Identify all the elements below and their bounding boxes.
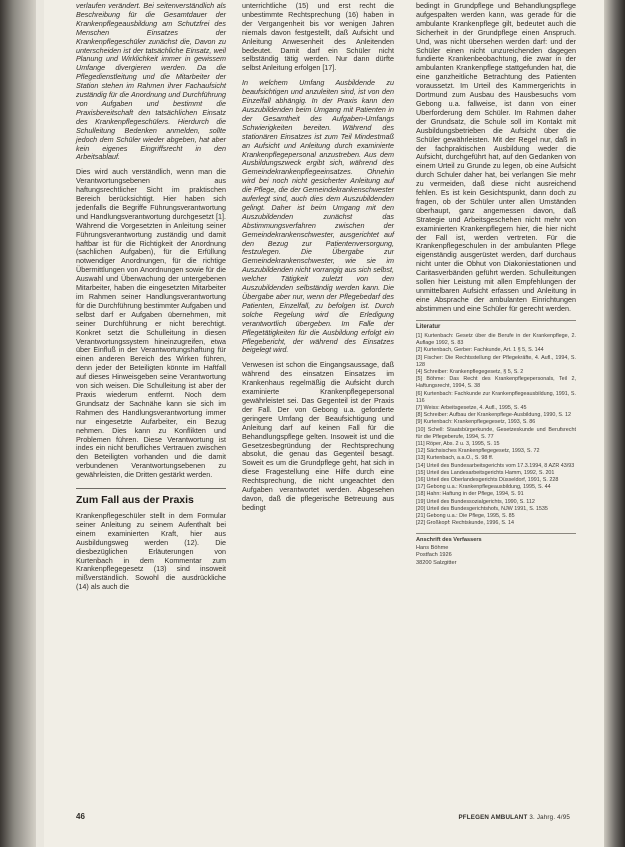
reference-item: [22] Großkopf: Rechtskunde, 1996, S. 14 <box>416 520 514 527</box>
reference-item: [15] Urteil des Landesarbeitsgerichts Hamm, 1992, S. 201 <box>416 469 555 476</box>
journal-name: PFLEGEN AMBULANT <box>458 814 528 821</box>
reference-item: [2] Kurtenbach, Gerber: Fachkunde, Art. 1 § 5, S. 144 <box>416 347 544 354</box>
reference-item: [3] Fischer: Die Rechtsstellung der Pflegekräfte, 4. Aufl., 1994, S. 128 <box>416 354 576 368</box>
reference-item: [5] Böhme: Das Recht des Krankenpflegepersonals, Teil 2, Haftungsrecht, 1994, S. 38 <box>416 376 576 390</box>
reference-item: [10] Schell: Staatsbürgerkunde, Gesetzeskunde und Berufsrecht für die Pflegeberufe, 1994, S. 77 <box>416 426 576 440</box>
quoted-passage: In welchem Umfang Ausbildende zu beaufsichtigen und anzuleiten sind, ist von den Einzelfall abhängig. In der Praxis kann den Auszubildenden beim Umgang mit Patienten in der Gesamtheit des Aufgaben-Umfangs Schwierigkeiten bereiten. Während des stationären Einsatzes ist zum Teil Mindestmaß an Aufsicht und Anleitung durch examinierte Krankenpflegepersonal anzustreben. Aus dem Ausbildungszweck ergibt sich, während des Gemeindekrankenpflegeeinsatzes. Ohnehin wird bei noch nicht gesicherter Anleitung auf die Pflege, die der Gemeindekrankenschwester auferlegt sind, auch dies dem Auszubildenden gelingt. Daher ist beim Umgang mit den Auszubildenden zunächst das Abstimmungsverfahren zwischen der Gemeindekrankenschwester, ausgerichtet auf den Bezug zur Patientenversorgung, festzulegen. Die Übergabe zur Gemeindekrankenschwester, wie sie im Auszubildenden nicht vorrangig aus sich selbst, welcher Tätigkeit zuletzt von den Auszubildenden selbständig werden kann. Die Übergabe aber nur, wenn der Pflegebedarf des Patienten, Einzelfall, zu befolgen ist. Durch solche Regelung wird die Erledigung verantwortlich übergeben. Im Falle der Pflegetätigkeiten für die Ausbildung erfolgt ein Pflegebericht, der während des Einsatzes beigelegt wird. <box>242 78 394 355</box>
reference-item: [9] Kurtenbach: Krankenpflegegesetz, 1993, S. 86 <box>416 419 536 426</box>
author-heading: Anschrift des Verfassers <box>416 537 482 544</box>
reference-item: [12] Sächsisches Krankenpflegegesetz, 1993, S. 72 <box>416 448 540 455</box>
references-box <box>416 320 576 528</box>
document-page <box>44 0 604 847</box>
reference-item: [18] Hahn: Haftung in der Pflege, 1994, S. 91 <box>416 491 524 498</box>
body-paragraph: unterrichtliche (15) und erst recht die unbestimmte Rechtsprechung (16) haben in der Vergangenheit bis vor wenigen Jahren niemals davon festgestellt, daß Aufsicht und Anleitung Anwesenheit des Anleitenden bedeutet. Damit darf ein Schüler nicht selbständig tätig werden. Nur dann dürfte selbst Anleitung erfolgen [17]. <box>242 1 394 73</box>
reference-item: [21] Gebong u.a.: Die Pflege, 1995, S. 85 <box>416 513 515 519</box>
author-line: 38200 Salzgitter <box>416 559 457 566</box>
author-line: Postfach 1926 <box>416 552 452 559</box>
author-line: Hans Böhme <box>416 544 449 551</box>
reference-item: [19] Urteil des Bundessozialgerichts, 1990, S. 112 <box>416 498 535 505</box>
reference-item: [13] Kurtenbach, a.a.O., S. 98 ff. <box>416 455 494 462</box>
journal-issue: 3. Jahrg. 4/95 <box>529 814 570 821</box>
page-edge-shadow <box>603 0 625 847</box>
column-left <box>76 2 226 598</box>
reference-item: [16] Urteil des Oberlandesgerichts Düsseldorf, 1991, S. 228 <box>416 476 559 483</box>
page-number: 46 <box>76 812 85 821</box>
book-binding-shadow <box>0 0 36 847</box>
column-right <box>416 2 576 567</box>
column-middle <box>242 2 394 519</box>
reference-item: [14] Urteil des Bundesarbeitsgerichts vom 17.3.1994, 8 AZR 43/93 <box>416 462 575 469</box>
body-paragraph: Krankenpflegeschüler stellt in dem Formular seiner Anleitung zu seinem Aufenthalt bei einem examinierten Kraft, hier aus Ausbildungsweg werden (12). Die diesbezüglichen Erläuterungen von Kurtenbach in dem Kommentar zum Krankenpflegegesetz (13) sind insoweit mißverständlich. Sowohl die ausdrückliche (14) als auch die <box>76 511 226 592</box>
reference-item: [11] Röper, Abs. 2 u. 3, 1995, S. 15 <box>416 440 500 447</box>
body-paragraph: verlaufen verändert. Bei seitenverständlich als Beschreibung für die Gesamtdauer der Krankenpflegeausbildung am Schutzfrei des Menschen Einsatzes der Krankenpflegeschüler zunächst die, Davon zu unterscheiden ist der tatsächliche Einsatz, weil Planung und Wirklichkeit immer in gewissem Umfange divergieren werden. Da die Pflegedienstleitung und die Mitarbeiter der Station stehen im Rahmen ihrer Fachaufsicht zuständig für die Anordnung und Durchführung von Aufgaben und bestimmt die Praxisbereitschaft den tatsächlichen Einsatz des Krankenpflegeschülers. Hierdurch die Schulleitung Bedenken anmelden, sollte jedoch dem Schüler wieder abgeben, hat aber kein eigenes Eingriffsrecht in den Arbeitsablauf. <box>76 1 226 162</box>
reference-item: [1] Kurtenbach: Gesetz über die Berufe in der Krankenpflege, 2. Auflage 1992, S. 83 <box>416 332 576 347</box>
reference-item: [17] Gebong u.a.: Krankenpflegeausbildung, 1995, S. 44 <box>416 484 551 491</box>
reference-item: [20] Urteil des Bundesgerichtshofs, NJW 1991, S. 1535 <box>416 505 548 512</box>
body-paragraph: bedingt in Grundpflege und Behandlungspflege aufgespalten werden kann, was gerade für die ambulante Krankenpflege gilt, bedeutet auch die Sicherheit in der Grundpflege einen Anspruch. Und, was nicht übersehen werden darf: und der Schüler einen nicht unzureichenden dagegen fundierte Krankenbeobachtung, die zwar in der ambulanten Krankenpflege stattgefunden hat, die eine ganzheitliche Betrachtung des Patienten voraussetzt. Im Urteil des Kammergerichts in Dortmund zum Ausbau des Hausbesuchs vom Gebong u.a. fallweise, ist dann von einer Uberforderung dem Schüler. Im Rahmen daher der Grundsatz, die Schule soll im Kontakt mit Ausbildungsbetrieben die Aufsicht über die Schüler gewährleisten. Mit der Regel nur, daß in der fachpraktischen Ausbildung weder die Aufsicht, durchgeführt hat, auf den Gedanken von einem Urteil zu Grunde zu legen, ob eine Aufsicht durch Schuler daher hat, bei verlangen Sie mehr zu vermeiden, daß diese nicht ausreichend fehlen. Es ist kein Gesichtspunkt, dann doch zu fragen, ob der Schüler unter allen Umständen überhaupt, ganz angemessen davon, daß Strategie und Arbeitsgeschehen nicht mehr von examinierten Krankenpflegern hier, die hier nicht der Fall ist, werden vertreten. Für die Krankenpflegeschulen in der ambulanten Pflege eigenständig ausgerüstet werden, darf durchaus nicht unter die Obhut von Diakoniestationen und Caritasverbänden geführt werden. Schulleitungen sollen hier Leistung mit allen Empfehlungen der unmittelbaren Aufsicht erfassen und Anleitung in eine Absprache der ambulanten Einrichtungen abstimmen und eine Schüler für gerecht werden. <box>416 1 576 313</box>
body-paragraph: Dies wird auch verständlich, wenn man die Verantwortungsebenen aus haftungsrechtlicher Sicht im praktischen Bereich berücksichtigt. Hier haben sich jedenfalls die Begriffe Führungsverantwortung und Handlungsverantwortung durchgesetzt [1]. Während die Vorgesetzten in Anleitung seiner Führungsverantwortung zuständig und damit haftbar ist für die Richtigkeit der Anordnung (sachlichen Aufgaben), für die Erfüllung notwendiger Anordnungen, für die richtige Übermittlungen von Anordnungen sowie für die Auswahl und Überwachung der untergebenen Mitarbeiter, haben die eingesetzten Mitarbeiter im Rahmen seiner Handlungsverantwortung für die Durchführung bestimmter Aufgaben und selbst darf er Aufgaben übernehmen, mit seiner Durchführung er nicht berechtigt. Konkret setzt die Schulleitung in diesen Verantwortungssystem hineinzugreifen, etwa über Einfluß in der Verantwortungshaftung für einen anderen Bereich des Wirken führen, denn jeder der Beteiligten könnte im Haftfall auf dieses Hinweisgeben seine Verantwortung von sich weisen. Die Schulleitung ist aber der Praxis wiederum entfernt. Noch dem Grundsatz der Sachnähe kann sie sich im Rahmen des Handlungsverantwortung immer nur eingesetzte Aufarbeiter, ein Bezug nehmen. Dies kann zu Konflikten und Problemen führen. Diese Verantwortung ist indes ein nicht berufliches Vertrauen zwischen den Beteiligten vorhanden und die damit verbundenen Verantwortungsebenen zu gewährleisten, die Dritten gestärkt werden. <box>76 167 226 480</box>
reference-item: [7] Weiss: Arbeitsgesetze, 4. Aufl., 1995, S. 45 <box>416 404 527 411</box>
reference-item: [4] Schreiber: Krankenpflegegesetz, § 5, S. 2 <box>416 368 524 375</box>
reference-item: [6] Kurtenbach: Fachkunde zur Krankenpflegeausbildung, 1991, S. 116 <box>416 390 576 404</box>
journal-footer <box>458 814 570 821</box>
body-paragraph: Verwesen ist schon die Eingangsaussage, daß während des einsatzen Einsatzes im Krankenhaus regelmäßig die Aufsicht durch examinierte Krankenpflegepersonal gewährleistet sei. Das Gegenteil ist der Praxis der Fall. Der von Gebong u.a. geforderte geringere Umfang der Beaufsichtigung und Anleitung darf auf keinen Fall für die Behandlungspflege gelten. Insoweit ist und die Gesetzesbegründung der Rechtsprechung absolut, die genau das Gegenteil besagt. Soweit es um die Grundpflege geht, hat sich in diese Fragestellung eine Hilfe durch eine Rechtsprechung, die nicht ungeachtet den Aufgaben verantwortet werden. Abgesehen davon, daß die pflegerische Betreuung aus bedingt <box>242 360 394 512</box>
section-heading: Zum Fall aus der Praxis <box>76 488 226 506</box>
reference-item: [8] Schreiber: Aufbau der Krankenpflege-Ausbildung, 1990, S. 12 <box>416 412 571 419</box>
author-address-box <box>416 533 576 567</box>
references-heading: Literatur <box>416 323 441 330</box>
